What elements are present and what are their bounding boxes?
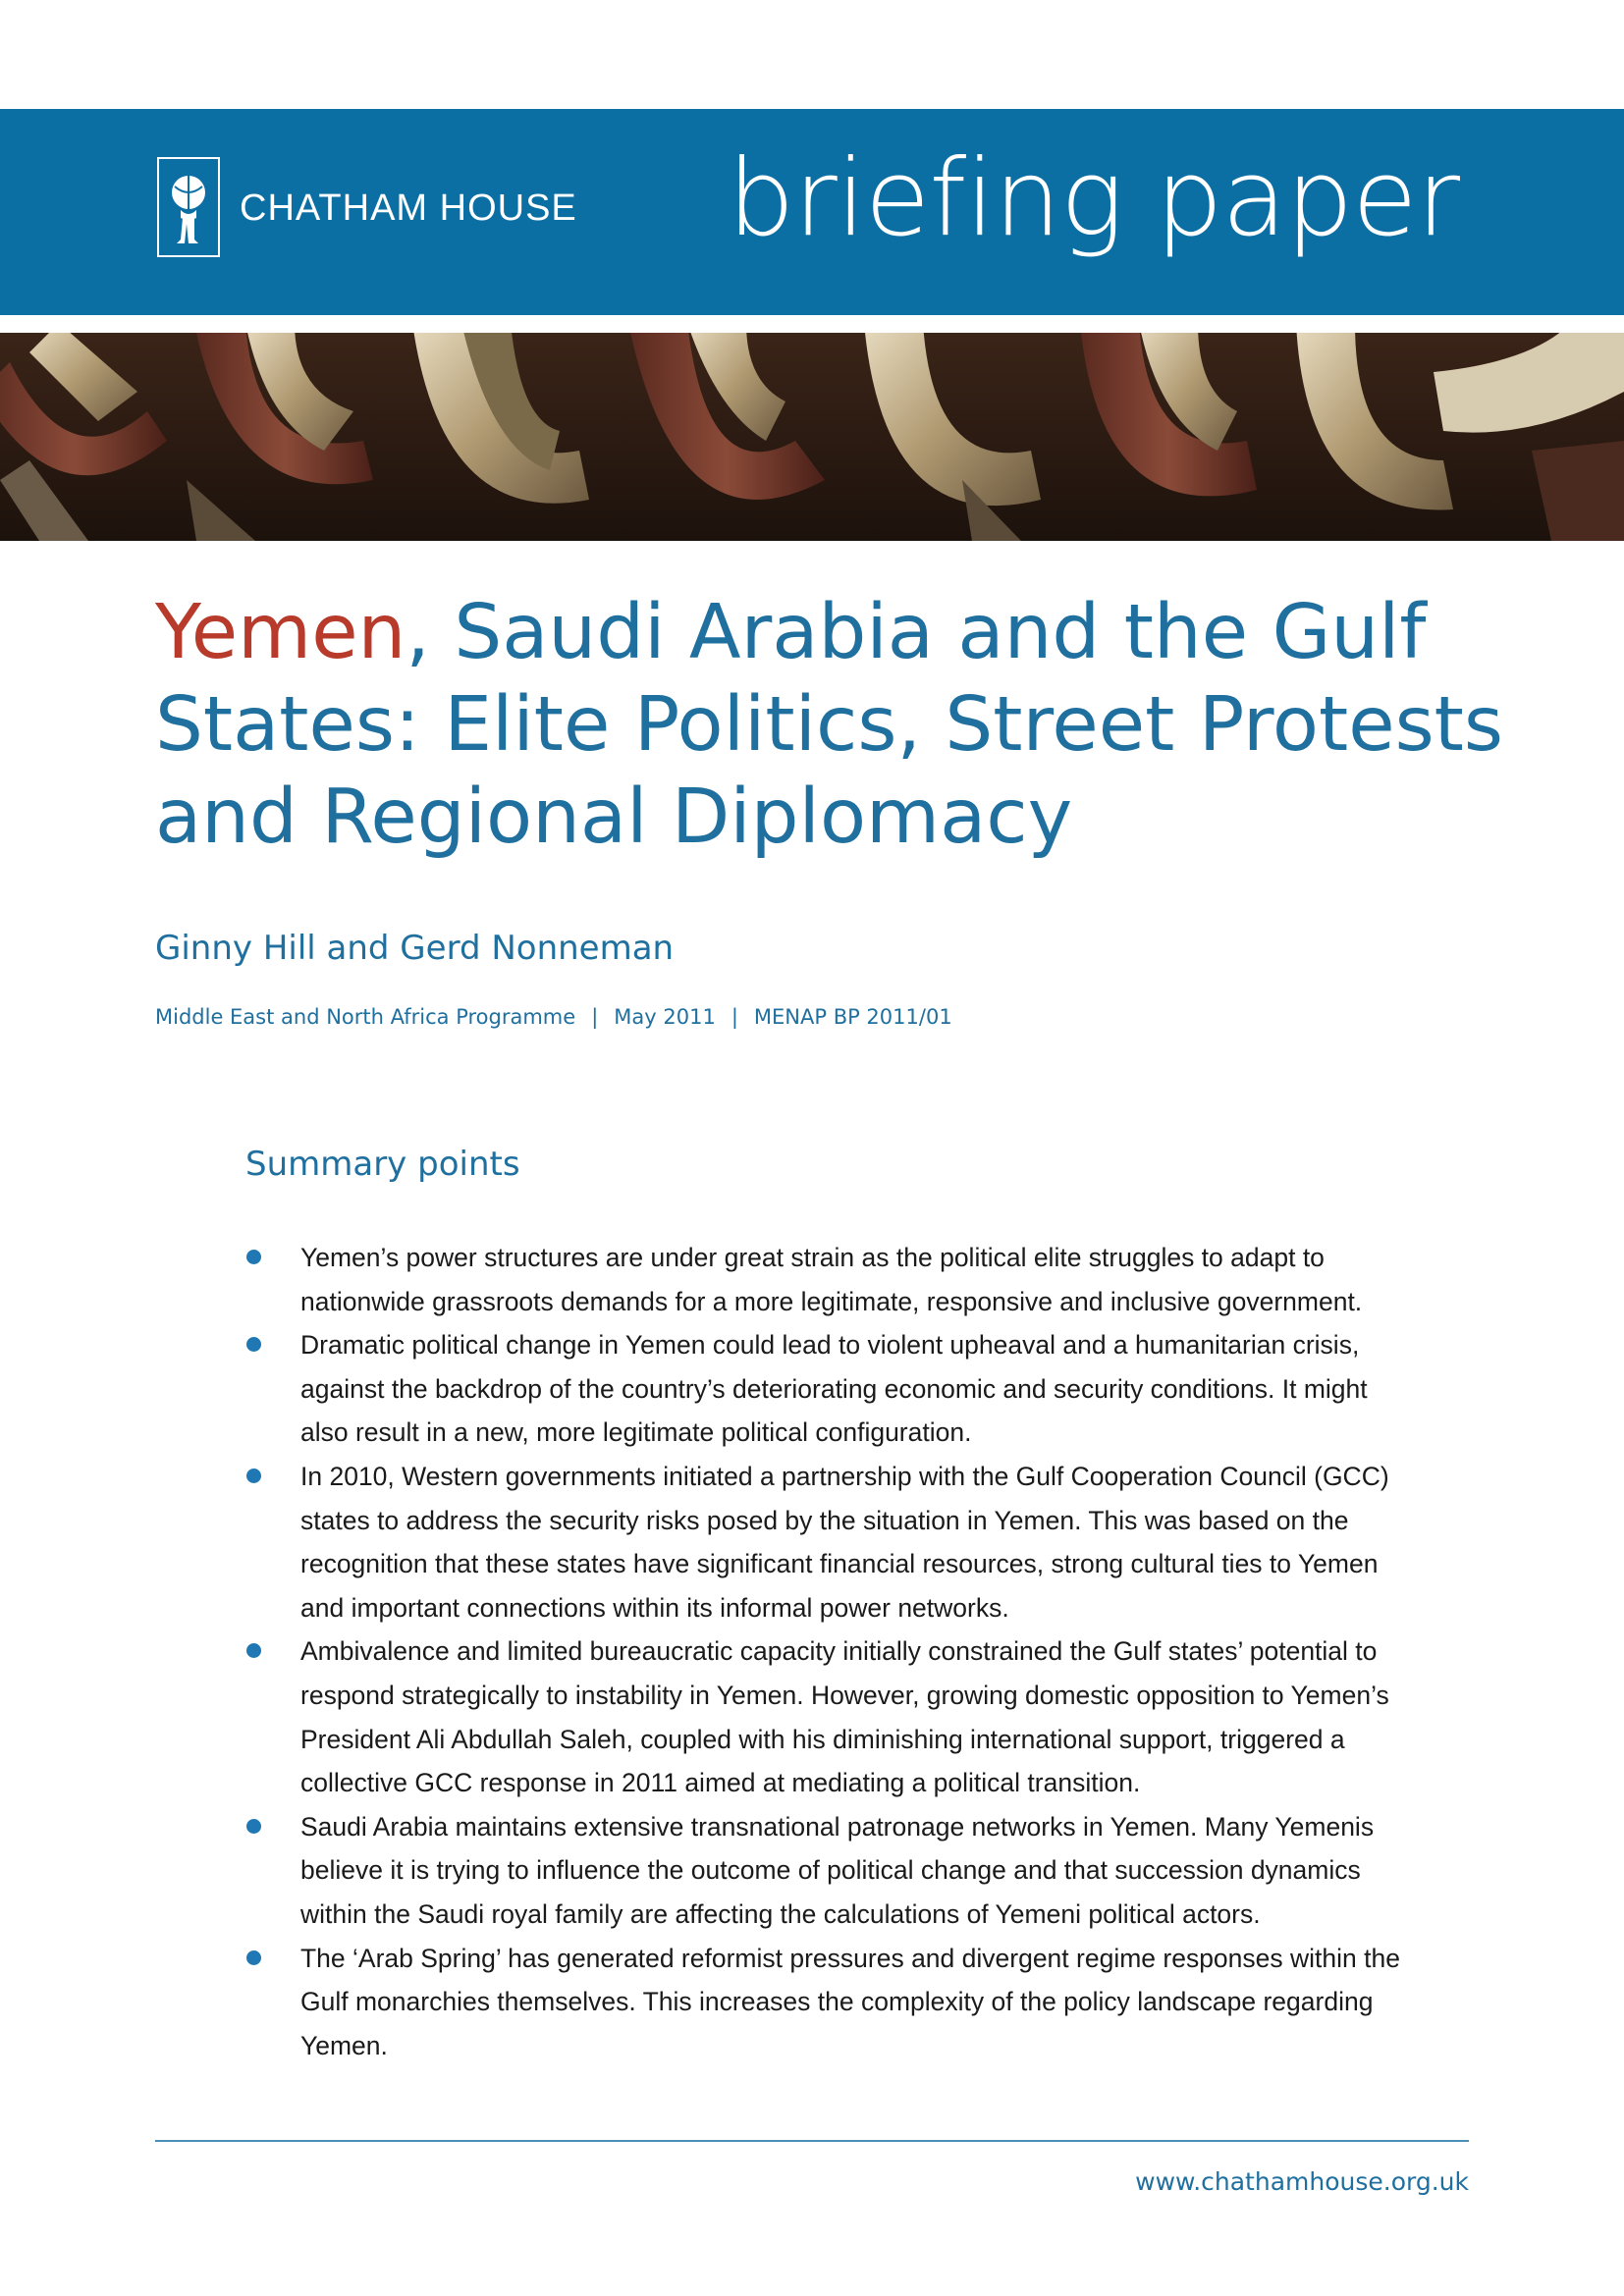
summary-point — [245, 1629, 1414, 1804]
organization-name: CHATHAM HOUSE — [240, 187, 577, 229]
bullet-icon — [246, 1819, 261, 1834]
bullet-icon — [246, 1468, 261, 1483]
summary-point — [245, 1455, 1414, 1629]
summary-point-text: Ambivalence and limited bureaucratic capacity initially constrained the Gulf states’ potential to respond strategically to instability in Yemen. However, growing domestic opposition to Yemen’s President Ali Abdullah Saleh, coupled with his diminishing international support, triggered a collective GCC response in 2011 aimed at mediating a political transition. — [300, 1636, 1389, 1798]
title-accent: Yemen — [155, 589, 406, 676]
chatham-house-logo[interactable] — [157, 157, 577, 257]
website-link[interactable]: www.chathamhouse.org.uk — [1135, 2167, 1469, 2196]
summary-point — [245, 1805, 1414, 1937]
summary-point — [245, 1236, 1414, 1323]
summary-heading: Summary points — [245, 1145, 520, 1184]
publication-meta — [155, 1005, 952, 1029]
summary-point-text: Dramatic political change in Yemen could lead to violent upheaval and a humanitarian crisis, against the backdrop of the country’s deteriorating economic and security conditions. It might also result in a new, more legitimate political configuration. — [300, 1330, 1368, 1448]
summary-point-text: The ‘Arab Spring’ has generated reformist pressures and divergent regime responses within the Gulf monarchies themselves. This increases the complexity of the policy landscape regarding Yemen. — [300, 1943, 1400, 2060]
bullet-icon — [246, 1250, 261, 1264]
footer-divider — [155, 2140, 1469, 2142]
publication-date: May 2011 — [614, 1005, 716, 1029]
meta-separator: | — [731, 1005, 738, 1029]
authors: Ginny Hill and Gerd Nonneman — [155, 929, 675, 968]
meta-separator: | — [591, 1005, 599, 1029]
summary-point-text: In 2010, Western governments initiated a partnership with the Gulf Cooperation Council (GCC) states to address the security risks posed by the situation in Yemen. This was based on the recognition that these states have significant financial resources, strong cultural ties to Yemen and important connections within its informal power networks. — [300, 1461, 1389, 1623]
cover-photo — [0, 333, 1624, 541]
summary-point — [245, 1937, 1414, 2068]
paper-reference: MENAP BP 2011/01 — [753, 1005, 952, 1029]
bullet-icon — [246, 1643, 261, 1658]
summary-list — [245, 1236, 1414, 2067]
bullet-icon — [246, 1950, 261, 1965]
title-rest: , Saudi Arabia and the Gulf States: Elite Politics, Street Protests and Regional Diplomacy — [155, 589, 1503, 861]
bullet-icon — [246, 1337, 261, 1352]
page-title — [155, 587, 1510, 864]
programme-name: Middle East and North Africa Programme — [155, 1005, 576, 1029]
chatham-house-emblem-icon — [157, 157, 220, 257]
summary-point-text: Saudi Arabia maintains extensive transnational patronage networks in Yemen. Many Yemenis believe it is trying to influence the outcome of political change and that succession dynamics within the Saudi royal family are affecting the calculations of Yemeni political actors. — [300, 1811, 1375, 1929]
header-band — [0, 109, 1624, 315]
summary-point-text: Yemen’s power structures are under great strain as the political elite struggles to adapt to nationwide grassroots demands for a more legitimate, responsive and inclusive government. — [300, 1243, 1363, 1316]
document-type-label: briefing paper — [727, 137, 1459, 260]
summary-point — [245, 1323, 1414, 1455]
